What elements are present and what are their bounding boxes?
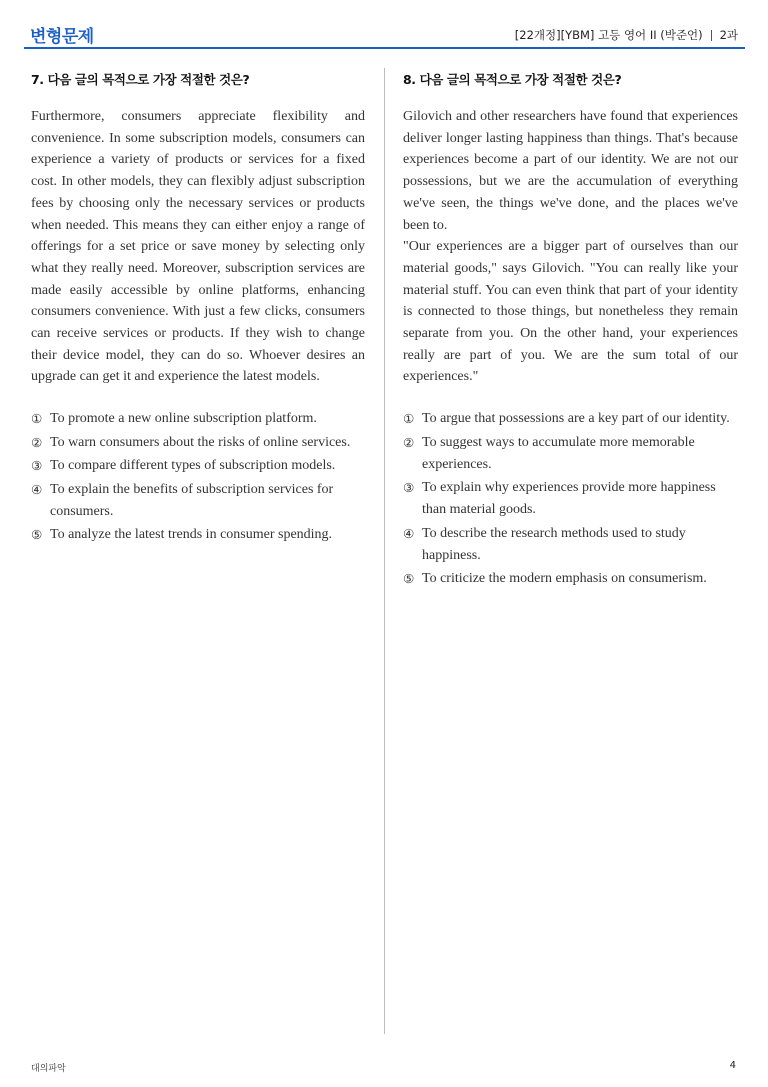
option-number: ⑤ [31,527,43,543]
footer-category: 대의파악 [31,1064,66,1074]
option-text: To criticize the modern emphasis on consumerism. [422,571,707,587]
answer-option[interactable] [403,568,738,590]
question-8 [403,70,738,592]
answer-options [31,408,365,546]
option-number: ④ [31,481,43,497]
answer-options [403,408,738,590]
option-number: ① [31,411,43,427]
answer-option[interactable] [403,477,738,521]
option-text: To suggest ways to accumulate more memorable experiences. [422,434,695,472]
option-number: ③ [403,480,415,496]
question-passage [31,106,365,388]
option-text: To describe the research methods used to study happiness. [422,525,686,563]
option-number: ② [403,434,415,450]
answer-option[interactable] [403,408,738,430]
lesson-label: 2과 [719,28,738,42]
passage-paragraph: Furthermore, consumers appreciate flexibility and convenience. In some subscription models, consumers can experience a variety of products or services for a fixed cost. In other models, they can flexibly adjust subscription fees by choosing only the necessary services or products when needed. This means they can either enjoy a range of offerings for a set price or save money by selecting only what they really need. Moreover, subscription services are made easily accessible by online platforms, enhancing consumers convenience. With just a few clicks, consumers can receive services or products. If they wish to change their device model, they can do so. Whoever desires an upgrade can get it and experience the latest models. [31,109,365,385]
question-title: 7. 다음 글의 목적으로 가장 적절한 것은? [31,72,250,87]
answer-option[interactable] [31,524,365,546]
option-number: ④ [403,525,415,541]
option-text: To explain why experiences provide more happiness than material goods. [422,480,716,518]
answer-option[interactable] [31,408,365,430]
header-rule [24,47,745,49]
answer-option[interactable] [403,523,738,567]
option-number: ⑤ [403,571,415,587]
answer-option[interactable] [31,432,365,454]
page-header [0,0,768,50]
course-info [515,27,738,43]
question-title: 8. 다음 글의 목적으로 가장 적절한 것은? [403,72,622,87]
option-text: To warn consumers about the risks of online services. [50,434,351,450]
passage-paragraph: "Our experiences are a bigger part of ourselves than our material goods," says Gilovich. "You can really like your material stuff. You can even think that part of your identity is connected to those things, but nonetheless they remain separate from you. On the other hand, your experiences really are part of you. We are the sum total of our experiences." [403,239,738,385]
option-text: To argue that possessions are a key part of our identity. [422,411,730,427]
page-number: 4 [729,1060,736,1071]
option-text: To analyze the latest trends in consumer spending. [50,527,333,543]
passage-paragraph: Gilovich and other researchers have found that experiences deliver longer lasting happiness than things. That's because experiences become a part of our identity. We are not our possessions, but we are the accumulation of everything we've seen, the things we've done, and the places we've been to. [403,109,738,233]
answer-option[interactable] [403,432,738,476]
option-number: ① [403,411,415,427]
brand-title: 변형문제 [30,27,94,47]
option-number: ② [31,434,43,450]
course-name: [22개정][YBM] 고등 영어 II (박준언) [514,28,703,42]
option-text: To compare different types of subscription models. [50,458,336,474]
option-text: To explain the benefits of subscription services for consumers. [50,481,334,519]
option-text: To promote a new online subscription platform. [50,411,317,427]
question-7 [31,70,365,548]
column-divider [384,68,385,1034]
answer-option[interactable] [31,479,365,523]
question-passage [403,106,738,388]
option-number: ③ [31,458,43,474]
answer-option[interactable] [31,455,365,477]
header-separator [711,30,712,41]
